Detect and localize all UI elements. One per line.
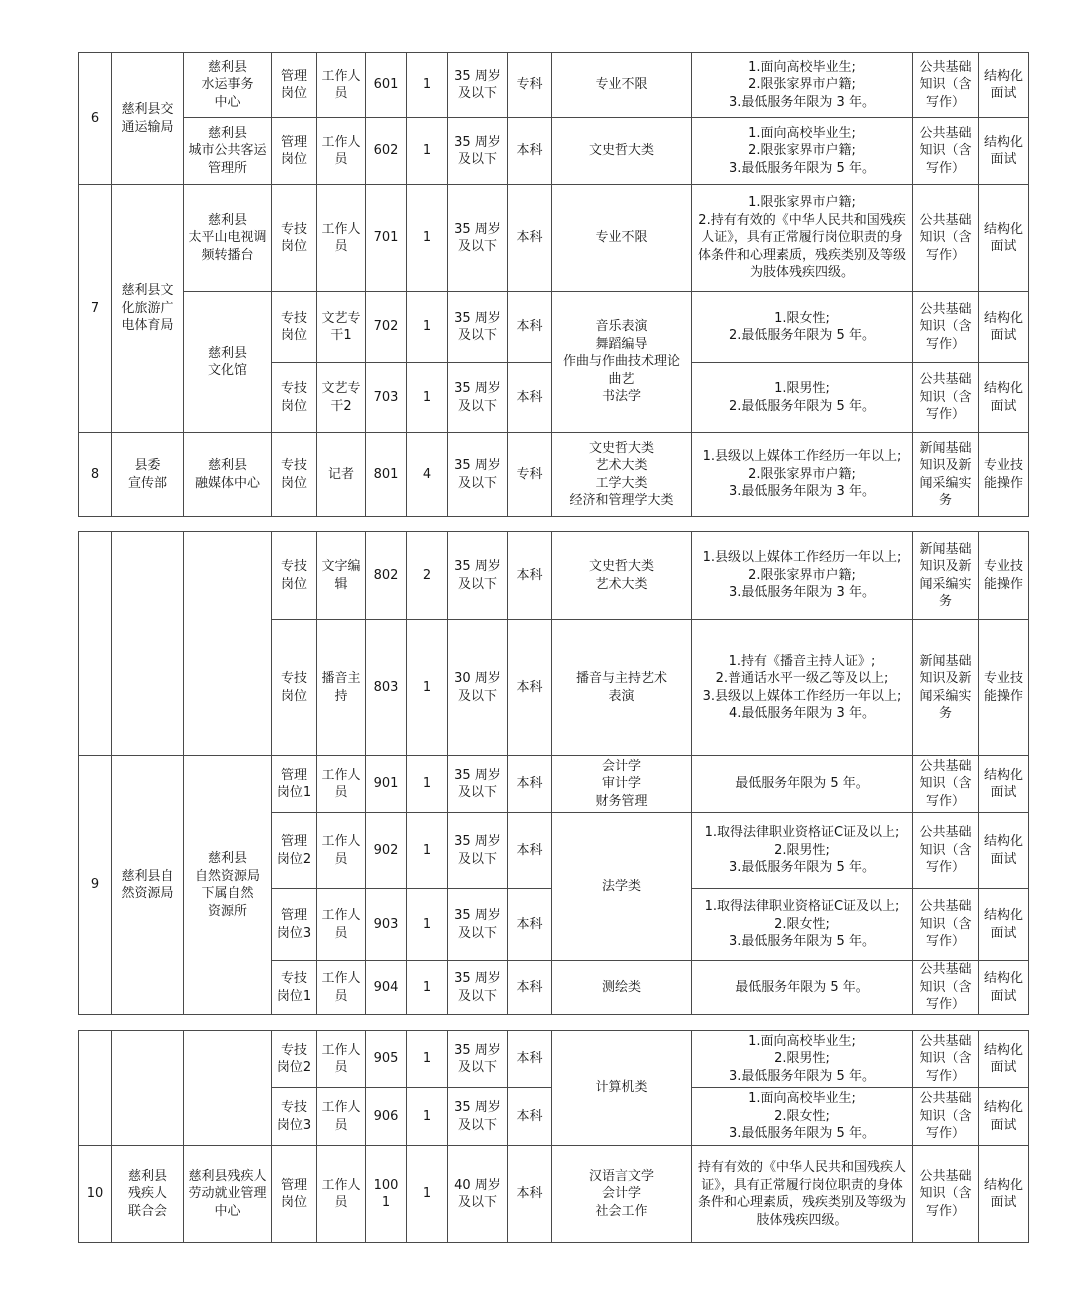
age-limit: 35 周岁及以下	[448, 532, 508, 620]
other-conditions: 1.限男性; 2.最低服务年限为 5 年。	[692, 363, 913, 433]
post-title: 工作人员	[317, 889, 366, 961]
written-exam: 新闻基础知识及新闻采编实务	[913, 433, 979, 517]
interview: 结构化面试	[979, 292, 1029, 363]
post-title: 工作人员	[317, 813, 366, 889]
post-code: 802	[366, 532, 407, 620]
department: 县委 宣传部	[112, 433, 184, 517]
table-row-801	[79, 433, 1029, 517]
other-conditions: 1.取得法律职业资格证C证及以上; 2.限男性; 3.最低服务年限为 5 年。	[692, 813, 913, 889]
post-code: 905	[366, 1031, 407, 1088]
major: 播音与主持艺术 表演	[552, 620, 692, 756]
blank-cell	[184, 532, 272, 756]
education: 本科	[508, 1031, 552, 1088]
post-title: 工作人员	[317, 1031, 366, 1088]
age-limit: 35 周岁及以下	[448, 185, 508, 292]
post-title: 文艺专干1	[317, 292, 366, 363]
post-category: 管理岗位1	[272, 756, 317, 813]
blank-cell	[184, 1031, 272, 1146]
department: 慈利县交通运输局	[112, 53, 184, 185]
department: 慈利县自然资源局	[112, 756, 184, 1015]
post-code: 703	[366, 363, 407, 433]
post-code: 702	[366, 292, 407, 363]
written-exam: 新闻基础知识及新闻采编实务	[913, 532, 979, 620]
written-exam: 公共基础知识（含写作）	[913, 1088, 979, 1146]
post-title: 工作人员	[317, 756, 366, 813]
seq-no: 8	[79, 433, 112, 517]
table-row-802	[79, 532, 1029, 620]
post-title: 文艺专干2	[317, 363, 366, 433]
post-title: 记者	[317, 433, 366, 517]
headcount: 1	[407, 185, 448, 292]
table-row-901	[79, 756, 1029, 813]
blank-cell	[79, 1031, 112, 1146]
employer: 慈利县 太平山电视调频转播台	[184, 185, 272, 292]
interview: 结构化面试	[979, 1088, 1029, 1146]
headcount: 1	[407, 620, 448, 756]
post-category: 专技岗位	[272, 363, 317, 433]
post-category: 管理岗位	[272, 53, 317, 118]
headcount: 1	[407, 1088, 448, 1146]
headcount: 1	[407, 118, 448, 185]
table-row-1001	[79, 1146, 1029, 1243]
major: 汉语言文学 会计学 社会工作	[552, 1146, 692, 1243]
post-category: 专技岗位3	[272, 1088, 317, 1146]
seq-no: 10	[79, 1146, 112, 1243]
post-category: 专技岗位	[272, 292, 317, 363]
education: 本科	[508, 363, 552, 433]
headcount: 1	[407, 292, 448, 363]
headcount: 2	[407, 532, 448, 620]
other-conditions: 最低服务年限为 5 年。	[692, 756, 913, 813]
post-category: 专技岗位	[272, 185, 317, 292]
post-category: 管理岗位2	[272, 813, 317, 889]
other-conditions: 最低服务年限为 5 年。	[692, 961, 913, 1015]
age-limit: 35 周岁及以下	[448, 363, 508, 433]
interview: 专业技能操作	[979, 532, 1029, 620]
seq-no: 9	[79, 756, 112, 1015]
other-conditions: 1.县级以上媒体工作经历一年以上; 2.限张家界市户籍; 3.最低服务年限为 3 年。	[692, 532, 913, 620]
seq-no: 6	[79, 53, 112, 185]
department: 慈利县 残疾人 联合会	[112, 1146, 184, 1243]
written-exam: 公共基础知识（含写作）	[913, 363, 979, 433]
post-title: 文字编辑	[317, 532, 366, 620]
other-conditions: 1.面向高校毕业生; 2.限张家界市户籍; 3.最低服务年限为 5 年。	[692, 118, 913, 185]
written-exam: 公共基础知识（含写作）	[913, 292, 979, 363]
other-conditions: 1.面向高校毕业生; 2.限张家界市户籍; 3.最低服务年限为 3 年。	[692, 53, 913, 118]
table-row-601	[79, 53, 1029, 118]
age-limit: 35 周岁及以下	[448, 1088, 508, 1146]
written-exam: 公共基础知识（含写作）	[913, 961, 979, 1015]
age-limit: 35 周岁及以下	[448, 118, 508, 185]
post-code: 601	[366, 53, 407, 118]
other-conditions: 1.县级以上媒体工作经历一年以上; 2.限张家界市户籍; 3.最低服务年限为 3 年。	[692, 433, 913, 517]
age-limit: 35 周岁及以下	[448, 292, 508, 363]
education: 本科	[508, 185, 552, 292]
interview: 结构化面试	[979, 961, 1029, 1015]
interview: 结构化面试	[979, 53, 1029, 118]
post-code: 701	[366, 185, 407, 292]
interview: 专业技能操作	[979, 433, 1029, 517]
headcount: 1	[407, 363, 448, 433]
major: 法学类	[552, 813, 692, 961]
blank-cell	[79, 532, 112, 756]
written-exam: 新闻基础知识及新闻采编实务	[913, 620, 979, 756]
recruitment-table-part-3	[78, 1030, 1029, 1243]
interview: 结构化面试	[979, 889, 1029, 961]
headcount: 1	[407, 53, 448, 118]
written-exam: 公共基础知识（含写作）	[913, 813, 979, 889]
seq-no: 7	[79, 185, 112, 433]
headcount: 1	[407, 756, 448, 813]
post-category: 专技岗位	[272, 532, 317, 620]
post-code: 602	[366, 118, 407, 185]
post-title: 工作人员	[317, 961, 366, 1015]
age-limit: 40 周岁及以下	[448, 1146, 508, 1243]
employer: 慈利县 文化馆	[184, 292, 272, 433]
employer: 慈利县 城市公共客运管理所	[184, 118, 272, 185]
post-category: 管理岗位3	[272, 889, 317, 961]
major: 文史哲大类	[552, 118, 692, 185]
post-code: 906	[366, 1088, 407, 1146]
post-title: 工作人员	[317, 185, 366, 292]
age-limit: 35 周岁及以下	[448, 961, 508, 1015]
post-title: 工作人员	[317, 118, 366, 185]
education: 本科	[508, 620, 552, 756]
major: 音乐表演 舞蹈编导 作曲与作曲技术理论 曲艺 书法学	[552, 292, 692, 433]
interview: 结构化面试	[979, 756, 1029, 813]
major: 文史哲大类 艺术大类 工学大类 经济和管理学大类	[552, 433, 692, 517]
recruitment-table-part-2	[78, 531, 1029, 1015]
education: 专科	[508, 53, 552, 118]
table-row-905	[79, 1031, 1029, 1088]
post-code: 801	[366, 433, 407, 517]
table-row-602	[79, 118, 1029, 185]
blank-cell	[112, 532, 184, 756]
written-exam: 公共基础知识（含写作）	[913, 53, 979, 118]
interview: 结构化面试	[979, 185, 1029, 292]
education: 本科	[508, 118, 552, 185]
other-conditions: 1.面向高校毕业生; 2.限男性; 3.最低服务年限为 5 年。	[692, 1031, 913, 1088]
post-category: 管理岗位	[272, 118, 317, 185]
post-title: 播音主持	[317, 620, 366, 756]
table-row-701	[79, 185, 1029, 292]
headcount: 1	[407, 1031, 448, 1088]
other-conditions: 持有有效的《中华人民共和国残疾人证》，具有正常履行岗位职责的身体条件和心理素质，残疾类别及等级为肢体残疾四级。	[692, 1146, 913, 1243]
major: 测绘类	[552, 961, 692, 1015]
age-limit: 35 周岁及以下	[448, 53, 508, 118]
written-exam: 公共基础知识（含写作）	[913, 889, 979, 961]
headcount: 4	[407, 433, 448, 517]
post-category: 专技岗位	[272, 433, 317, 517]
other-conditions: 1.面向高校毕业生; 2.限女性; 3.最低服务年限为 5 年。	[692, 1088, 913, 1146]
education: 本科	[508, 292, 552, 363]
recruitment-table-part-1	[78, 52, 1029, 517]
written-exam: 公共基础知识（含写作）	[913, 1146, 979, 1243]
post-code: 1001	[366, 1146, 407, 1243]
education: 本科	[508, 1088, 552, 1146]
written-exam: 公共基础知识（含写作）	[913, 756, 979, 813]
major: 专业不限	[552, 53, 692, 118]
post-code: 903	[366, 889, 407, 961]
post-code: 902	[366, 813, 407, 889]
interview: 结构化面试	[979, 1031, 1029, 1088]
age-limit: 30 周岁及以下	[448, 620, 508, 756]
employer: 慈利县 融媒体中心	[184, 433, 272, 517]
age-limit: 35 周岁及以下	[448, 756, 508, 813]
table-row-702	[79, 292, 1029, 363]
education: 本科	[508, 813, 552, 889]
interview: 结构化面试	[979, 813, 1029, 889]
other-conditions: 1.限张家界市户籍; 2.持有有效的《中华人民共和国残疾人证》，具有正常履行岗位职责的身体条件和心理素质，残疾类别及等级为肢体残疾四级。	[692, 185, 913, 292]
major: 专业不限	[552, 185, 692, 292]
major: 文史哲大类 艺术大类	[552, 532, 692, 620]
other-conditions: 1.限女性; 2.最低服务年限为 5 年。	[692, 292, 913, 363]
education: 本科	[508, 1146, 552, 1243]
headcount: 1	[407, 813, 448, 889]
age-limit: 35 周岁及以下	[448, 433, 508, 517]
education: 本科	[508, 756, 552, 813]
interview: 结构化面试	[979, 363, 1029, 433]
education: 本科	[508, 961, 552, 1015]
department: 慈利县文化旅游广电体育局	[112, 185, 184, 433]
employer: 慈利县残疾人劳动就业管理中心	[184, 1146, 272, 1243]
major: 会计学 审计学 财务管理	[552, 756, 692, 813]
post-code: 901	[366, 756, 407, 813]
written-exam: 公共基础知识（含写作）	[913, 1031, 979, 1088]
blank-cell	[112, 1031, 184, 1146]
headcount: 1	[407, 1146, 448, 1243]
post-title: 工作人员	[317, 1088, 366, 1146]
education: 本科	[508, 889, 552, 961]
interview: 结构化面试	[979, 1146, 1029, 1243]
other-conditions: 1.取得法律职业资格证C证及以上; 2.限女性; 3.最低服务年限为 5 年。	[692, 889, 913, 961]
other-conditions: 1.持有《播音主持人证》; 2.普通话水平一级乙等及以上; 3.县级以上媒体工作经历一年以上; 4.最低服务年限为 3 年。	[692, 620, 913, 756]
post-title: 工作人员	[317, 1146, 366, 1243]
headcount: 1	[407, 961, 448, 1015]
age-limit: 35 周岁及以下	[448, 889, 508, 961]
post-title: 工作人员	[317, 53, 366, 118]
post-category: 专技岗位	[272, 620, 317, 756]
age-limit: 35 周岁及以下	[448, 813, 508, 889]
education: 本科	[508, 532, 552, 620]
interview: 专业技能操作	[979, 620, 1029, 756]
post-category: 专技岗位2	[272, 1031, 317, 1088]
headcount: 1	[407, 889, 448, 961]
major: 计算机类	[552, 1031, 692, 1146]
age-limit: 35 周岁及以下	[448, 1031, 508, 1088]
employer: 慈利县 水运事务 中心	[184, 53, 272, 118]
written-exam: 公共基础知识（含写作）	[913, 185, 979, 292]
employer: 慈利县 自然资源局 下属自然 资源所	[184, 756, 272, 1015]
post-category: 管理岗位	[272, 1146, 317, 1243]
written-exam: 公共基础知识（含写作）	[913, 118, 979, 185]
post-code: 904	[366, 961, 407, 1015]
post-category: 专技岗位1	[272, 961, 317, 1015]
interview: 结构化面试	[979, 118, 1029, 185]
post-code: 803	[366, 620, 407, 756]
education: 专科	[508, 433, 552, 517]
